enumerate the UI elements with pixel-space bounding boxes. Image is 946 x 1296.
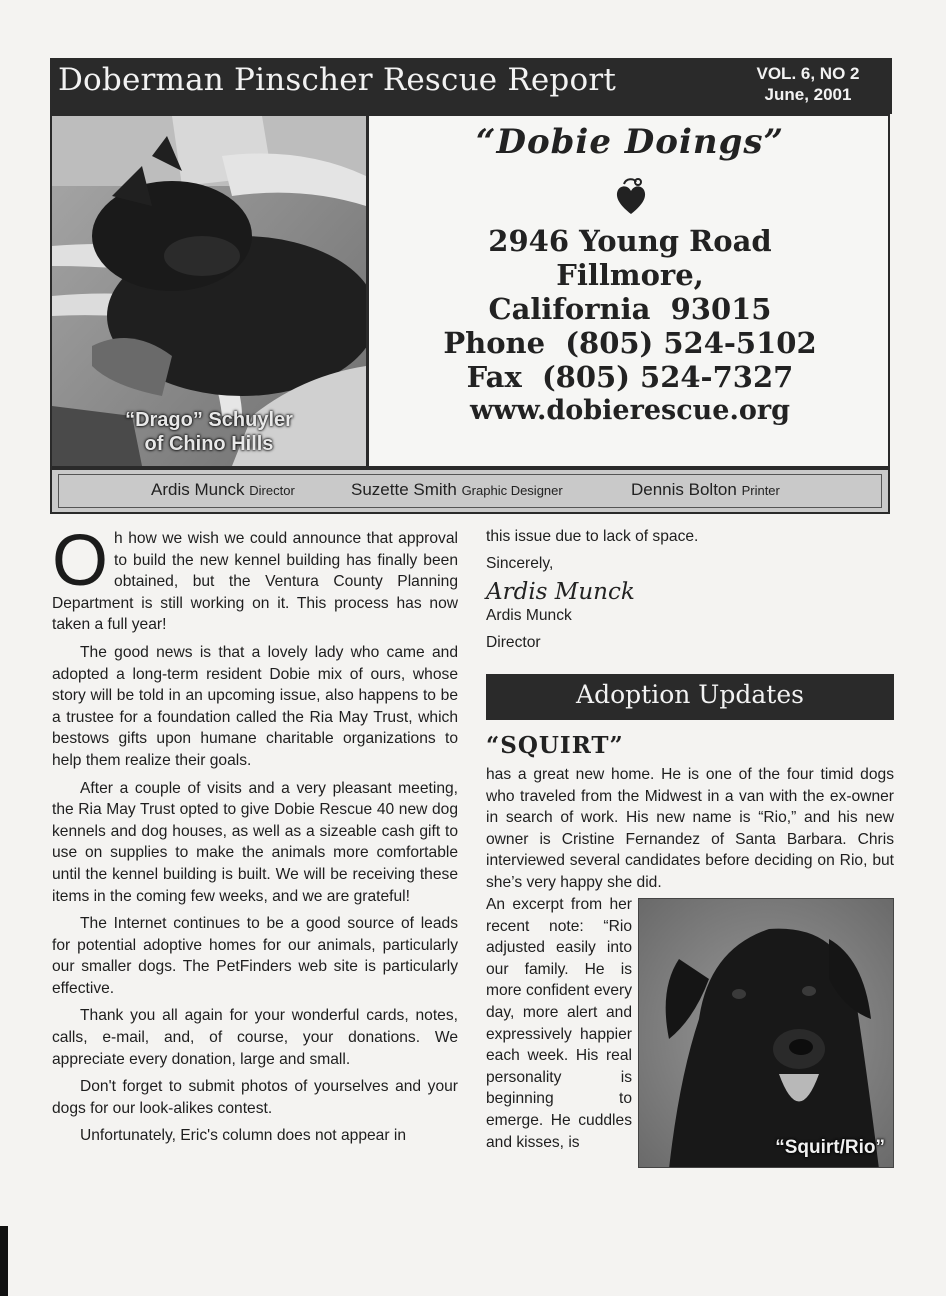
section-title: Adoption Updates bbox=[576, 680, 804, 709]
heart-icon bbox=[614, 176, 648, 216]
letter-paragraph-1: Oh how we wish we could announce that approval to build the new kennel building has finally been obtained, but the Ventura County Planning Department is still working on it. This process has now taken a full year! bbox=[52, 521, 458, 634]
staff-role: Graphic Designer bbox=[461, 483, 563, 498]
caption-line-1: “Drago” Schuyler bbox=[125, 409, 293, 431]
staff-director bbox=[151, 480, 295, 500]
doberman-portrait-image bbox=[639, 899, 894, 1168]
signer-name: Ardis Munck bbox=[486, 607, 572, 625]
scan-edge-mark bbox=[0, 1226, 8, 1296]
caption-line-2: of Chino Hills bbox=[144, 433, 274, 455]
drago-photo bbox=[52, 116, 366, 466]
adoption-updates-bar bbox=[486, 674, 894, 720]
staff-role: Director bbox=[249, 483, 295, 498]
letter-paragraph-3: After a couple of visits and a very pleasant meeting, the Ria May Trust opted to give Dobie Rescue 40 new dog kennels and dog houses, as well as a sizeable cash gift to use on supplies to make the animals more comfortable until the kennel building is built. We will be receiving these items in the coming few weeks, and we are grateful! bbox=[52, 779, 458, 905]
squirt-caption: “Squirt/Rio” bbox=[775, 1137, 885, 1158]
street-address: 2946 Young Road bbox=[488, 224, 772, 258]
signer-title: Director bbox=[486, 633, 541, 651]
drop-cap: O bbox=[52, 521, 109, 601]
phone-number: Phone (805) 524-5102 bbox=[443, 326, 817, 360]
newsletter-name: “Dobie Doings” bbox=[475, 122, 785, 162]
header-bar bbox=[50, 58, 892, 114]
letter-continued bbox=[486, 526, 894, 658]
photo-divider bbox=[366, 116, 369, 466]
issue-date: June, 2001 bbox=[764, 85, 852, 104]
letter-paragraph-5: Thank you all again for your wonderful cards, notes, calls, e-mail, and, of course, your donations. We appreciate every donation, large and small. bbox=[52, 1007, 458, 1068]
contact-block bbox=[370, 224, 890, 428]
website-link[interactable]: www.dobierescue.org bbox=[470, 395, 790, 426]
staff-strip bbox=[50, 468, 890, 514]
letter-paragraph-6: Don't forget to submit photos of yourselves and your dogs for our look-alikes contest. bbox=[52, 1078, 458, 1117]
state-zip: California 93015 bbox=[488, 292, 772, 326]
dog-heading: “SQUIRT” bbox=[486, 732, 624, 759]
letter-continued-text: this issue due to lack of space. bbox=[486, 528, 699, 545]
staff-designer bbox=[351, 480, 563, 500]
staff-name: Dennis Bolton bbox=[631, 480, 737, 499]
letter-paragraph-7: Unfortunately, Eric's column does not appear in bbox=[80, 1127, 406, 1145]
director-letter bbox=[52, 521, 458, 1153]
squirt-photo bbox=[638, 898, 894, 1168]
newsletter-title: Doberman Pinscher Rescue Report bbox=[58, 62, 617, 98]
staff-name: Ardis Munck bbox=[151, 480, 245, 499]
letter-paragraph-4: The Internet continues to be a good source of leads for potential adoptive homes for our animals, particularly our smaller dogs. The PetFinders web site is particularly effective. bbox=[52, 915, 458, 997]
city: Fillmore, bbox=[556, 258, 704, 292]
letter-paragraph-2: The good news is that a lovely lady who came and adopted a long-term resident Dobie mix of ours, whose story will be told in an upcoming issue, also happens to be a trustee for a foundation called the Ria May Trust, which bestows gifts upon humane charitable organizations to help them realize their goals. bbox=[52, 643, 458, 769]
staff-role: Printer bbox=[741, 483, 780, 498]
staff-name: Suzette Smith bbox=[351, 480, 457, 499]
fax-number: Fax (805) 524-7327 bbox=[466, 360, 794, 394]
signature: Ardis Munck bbox=[486, 579, 635, 606]
adoption-excerpt: An excerpt from her recent note: “Rio adjusted easily into our family. He is more confident every day, more alert and expressively happier each week. His real personality is beginning to emerge. He cuddles and kisses, is bbox=[486, 896, 632, 1151]
adoption-story: has a great new home. He is one of the four timid dogs who traveled from the Midwest in a van with the ex-owner in search of work. His new name is “Rio,” and his new owner is Cristine Fernandez of Santa Barbara. Chris interviewed several candidates before deciding on Rio, but she’s very happy she did. bbox=[486, 766, 894, 891]
drago-caption bbox=[52, 408, 366, 456]
volume-number: VOL. 6, NO 2 bbox=[756, 64, 860, 83]
staff-printer bbox=[631, 480, 780, 500]
staff-strip-inner bbox=[58, 474, 882, 508]
issue-info bbox=[728, 63, 888, 105]
letter-closing: Sincerely, bbox=[486, 554, 554, 572]
